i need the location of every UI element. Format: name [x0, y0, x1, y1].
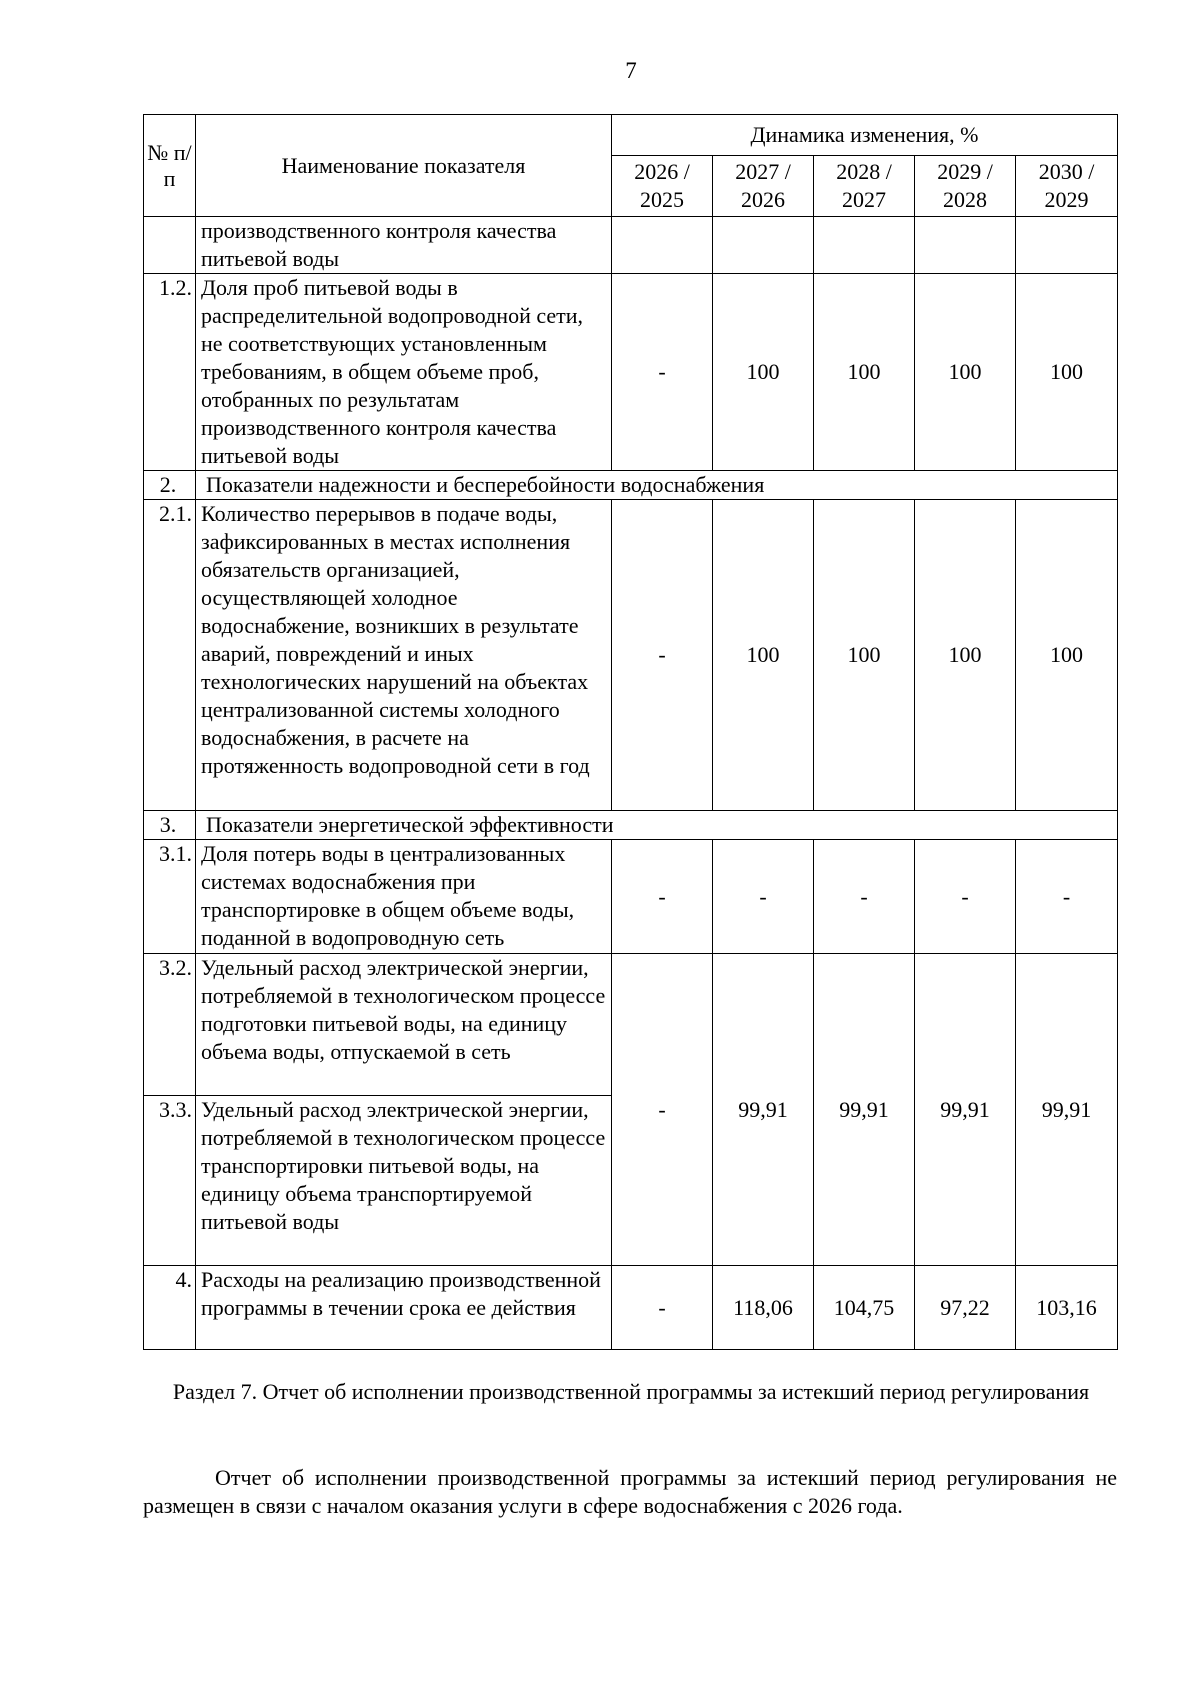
row-value: 103,16 [1016, 1266, 1118, 1350]
indicators-table [143, 114, 1118, 1350]
report-paragraph: Отчет об исполнении производственной программы за истекший период регулирования не размещен в связи с началом оказания услуги в сфере водоснабжения с 2026 года. [143, 1465, 1117, 1518]
table-row [144, 1266, 1118, 1350]
header-dynamics: Динамика изменения, % [612, 115, 1118, 156]
row-value: 100 [915, 274, 1016, 471]
row-value: 104,75 [814, 1266, 915, 1350]
row-value: 99,91 [814, 954, 915, 1266]
section-title: Показатели надежности и бесперебойности водоснабжения [196, 471, 1118, 500]
row-value: 99,91 [713, 954, 814, 1266]
row-value: 100 [1016, 500, 1118, 811]
row-value: 100 [814, 500, 915, 811]
header-year: 2026 / 2025 [612, 156, 713, 217]
header-year: 2029 / 2028 [915, 156, 1016, 217]
section-num: 2. [144, 471, 196, 500]
row-num: 3.1. [144, 840, 196, 954]
row-value: - [1016, 840, 1118, 954]
table-row [144, 500, 1118, 811]
table-row [144, 274, 1118, 471]
row-value: - [612, 1266, 713, 1350]
row-num: 4. [144, 1266, 196, 1350]
row-value: - [915, 840, 1016, 954]
row-value: - [612, 274, 713, 471]
row-name: Удельный расход электрической энергии, потребляемой в технологическом процессе транспортировки питьевой воды, на единицу объема транспортируемой питьевой воды [196, 1096, 612, 1266]
row-name: производственного контроля качества питьевой воды [196, 217, 612, 274]
header-num: № п/п [144, 115, 196, 217]
page-number: 7 [625, 58, 637, 83]
header-year: 2028 / 2027 [814, 156, 915, 217]
header-year: 2030 / 2029 [1016, 156, 1118, 217]
header-year: 2027 / 2026 [713, 156, 814, 217]
row-value [814, 217, 915, 274]
table-row [144, 217, 1118, 274]
row-value: 99,91 [915, 954, 1016, 1266]
row-num: 2.1. [144, 500, 196, 811]
section-title: Показатели энергетической эффективности [196, 811, 1118, 840]
row-value: - [814, 840, 915, 954]
row-name: Доля потерь воды в централизованных системах водоснабжения при транспортировке в общем объеме воды, поданной в водопроводную сеть [196, 840, 612, 954]
row-value [1016, 217, 1118, 274]
row-name: Расходы на реализацию производственной программы в течении срока ее действия [196, 1266, 612, 1350]
row-value: 97,22 [915, 1266, 1016, 1350]
row-value: 100 [814, 274, 915, 471]
section-num: 3. [144, 811, 196, 840]
section-row [144, 471, 1118, 500]
row-value: 100 [713, 274, 814, 471]
row-name: Удельный расход электрической энергии, потребляемой в технологическом процессе подготовки питьевой воды, на единицу объема воды, отпускаемой в сеть [196, 954, 612, 1096]
header-row [144, 115, 1118, 156]
row-value: - [612, 500, 713, 811]
row-value [915, 217, 1016, 274]
row-name: Количество перерывов в подаче воды, зафиксированных в местах исполнения обязательств организацией, осуществляющей холодное водоснабжение, возникших в результате аварий, повреждений и иных технологических нарушений на объектах централизованной системы холодного водоснабжения, в расчете на протяженность водопроводной сети в год [196, 500, 612, 811]
row-num: 1.2. [144, 274, 196, 471]
row-num: 3.3. [144, 1096, 196, 1266]
row-num: 3.2. [144, 954, 196, 1096]
section-heading: Раздел 7. Отчет об исполнении производственной программы за истекший период регулирования [172, 1379, 1090, 1404]
table-row [144, 954, 1118, 1096]
row-value: 100 [915, 500, 1016, 811]
row-value: - [612, 840, 713, 954]
row-value: 100 [1016, 274, 1118, 471]
header-name: Наименование показателя [196, 115, 612, 217]
row-value [612, 217, 713, 274]
row-value [713, 217, 814, 274]
row-value: 100 [713, 500, 814, 811]
row-value: - [713, 840, 814, 954]
row-value: 99,91 [1016, 954, 1118, 1266]
row-num [144, 217, 196, 274]
row-value: 118,06 [713, 1266, 814, 1350]
table-row [144, 840, 1118, 954]
row-value: - [612, 954, 713, 1266]
section-row [144, 811, 1118, 840]
row-name: Доля проб питьевой воды в распределительной водопроводной сети, не соответствующих установленным требованиям, в общем объеме проб, отобранных по результатам производственного контроля качества питьевой воды [196, 274, 612, 471]
